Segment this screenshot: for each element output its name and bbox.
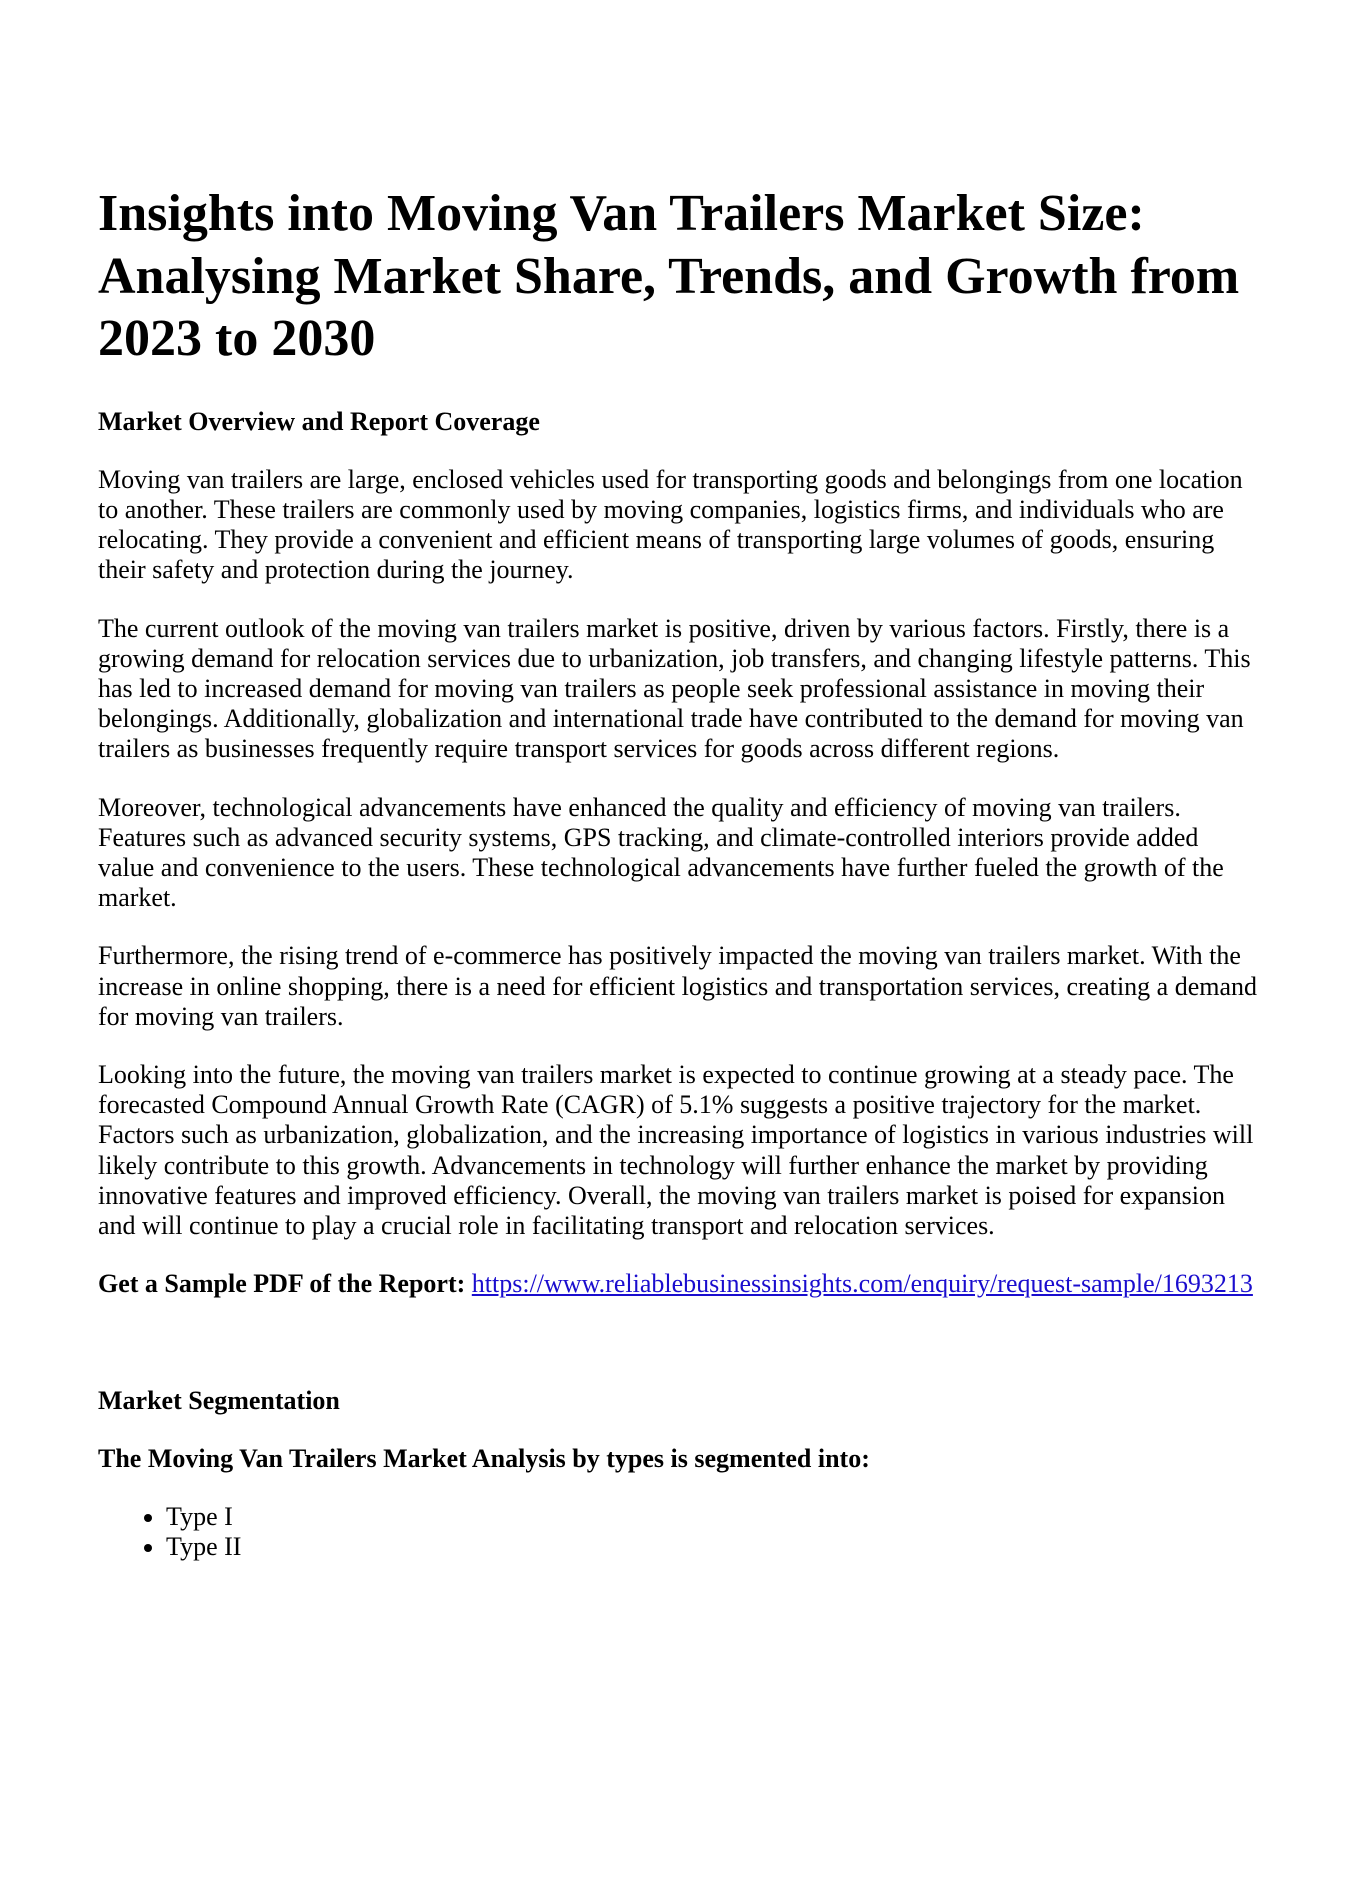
- blank-spacer: [98, 1327, 1258, 1357]
- overview-paragraph-4: Furthermore, the rising trend of e-commerce has positively impacted the moving van trailers market. With the increase in online shopping, there is a need for efficient logistics and transportation services, creating a demand for moving van trailers.: [98, 941, 1258, 1031]
- types-heading: The Moving Van Trailers Market Analysis by types is segmented into:: [98, 1443, 870, 1473]
- sample-pdf-label: Get a Sample PDF of the Report:: [98, 1269, 466, 1299]
- page-title: Insights into Moving Van Trailers Market Size: Analysing Market Share, Trends, and Growth from 2023 to 2030: [98, 185, 1240, 367]
- list-item-type-2: • Type II: [166, 1532, 1258, 1562]
- document-page: [98, 183, 1258, 1562]
- overview-heading: Market Overview and Report Coverage: [98, 406, 540, 436]
- sample-pdf-link[interactable]: https://www.reliablebusinessinsights.com/enquiry/request-sample/1693213: [471, 1269, 1253, 1299]
- overview-paragraph-2: The current outlook of the moving van trailers market is positive, driven by various factors. Firstly, there is a growing demand for relocation services due to urbanization, job transfers, and changing lifestyle patterns. This has led to increased demand for moving van trailers as people seek professional assistance in moving their belongings. Additionally, globalization and international trade have contributed to the demand for moving van trailers as businesses frequently require transport services for goods across different regions.: [98, 613, 1251, 764]
- sample-pdf-paragraph: [98, 1269, 1258, 1299]
- types-list: [98, 1502, 1258, 1562]
- overview-paragraph-1: Moving van trailers are large, enclosed vehicles used for transporting goods and belongings from one location to another. These trailers are commonly used by moving companies, logistics firms, and individuals who are relocating. They provide a convenient and efficient means of transporting large volumes of goods, ensuring their safety and protection during the journey.: [98, 464, 1243, 585]
- list-item-type-1: • Type I: [166, 1502, 1258, 1532]
- overview-paragraph-5: Looking into the future, the moving van trailers market is expected to continue growing at a steady pace. The forecasted Compound Annual Growth Rate (CAGR) of 5.1% suggests a positive trajectory for the market. Factors such as urbanization, globalization, and the increasing importance of logistics in various industries will likely contribute to this growth. Advancements in technology will further enhance the market by providing innovative features and improved efficiency. Overall, the moving van trailers market is poised for expansion and will continue to play a crucial role in facilitating transport and relocation services.: [98, 1059, 1254, 1240]
- segmentation-heading: Market Segmentation: [98, 1385, 340, 1415]
- overview-paragraph-3: Moreover, technological advancements have enhanced the quality and efficiency of moving van trailers. Features such as advanced security systems, GPS tracking, and climate-controlled interiors provide added value and convenience to the users. These technological advancements have further fueled the growth of the market.: [98, 792, 1224, 913]
